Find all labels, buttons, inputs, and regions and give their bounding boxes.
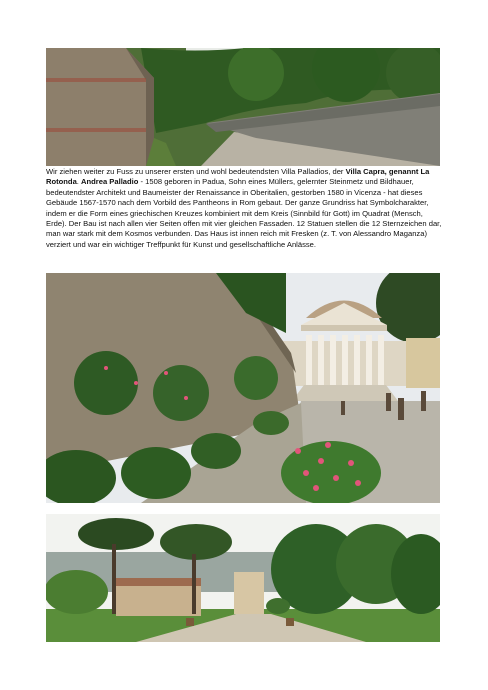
separator-text: .	[76, 177, 82, 187]
intro-text: Wir ziehen weiter zu Fuss zu unserer ersten und wohl bedeutendsten Villa Palladios, der	[46, 167, 346, 176]
photo-garden-path-wall	[46, 48, 440, 166]
article-paragraph	[46, 167, 442, 250]
photo-villa-rotonda	[46, 273, 440, 503]
body-text: - 1508 geboren in Padua, Sohn eines Müllers, gelernter Steinmetz und Bildhauer, bedeutendster Architekt und Baumeister der Renaissance in Oberitalien, gestorben 1580 in Vicenza - hat dieses Gebäude 1567-1570 nach dem Vorbild des Pantheons in Rom gebaut. Der ganze Grundriss hat Symbolcharakter, indem er die Form eines griechischen Kreuzes kombiniert mit dem Kreis (Sinnbild für Gott) im Quadrat (Mensch, Erde). Der Bau ist nach allen vier Seiten offen mit vier gleichen Fassaden. 12 Statuen stellen die 12 Sternzeichen dar, man war stark mit dem Kosmos verbunden. Das Haus ist innen reich mit Fresken (z. T. von Alessandro Maganza) verziert und war ein wichtiger Treffpunkt für Kunst und gesellschaftliche Anlässe.	[46, 177, 442, 249]
villa-name: Villa Capra, genannt La Rotonda	[46, 167, 430, 187]
architect-name: Andrea Palladio	[81, 177, 139, 187]
photo-villa-park	[46, 514, 440, 642]
